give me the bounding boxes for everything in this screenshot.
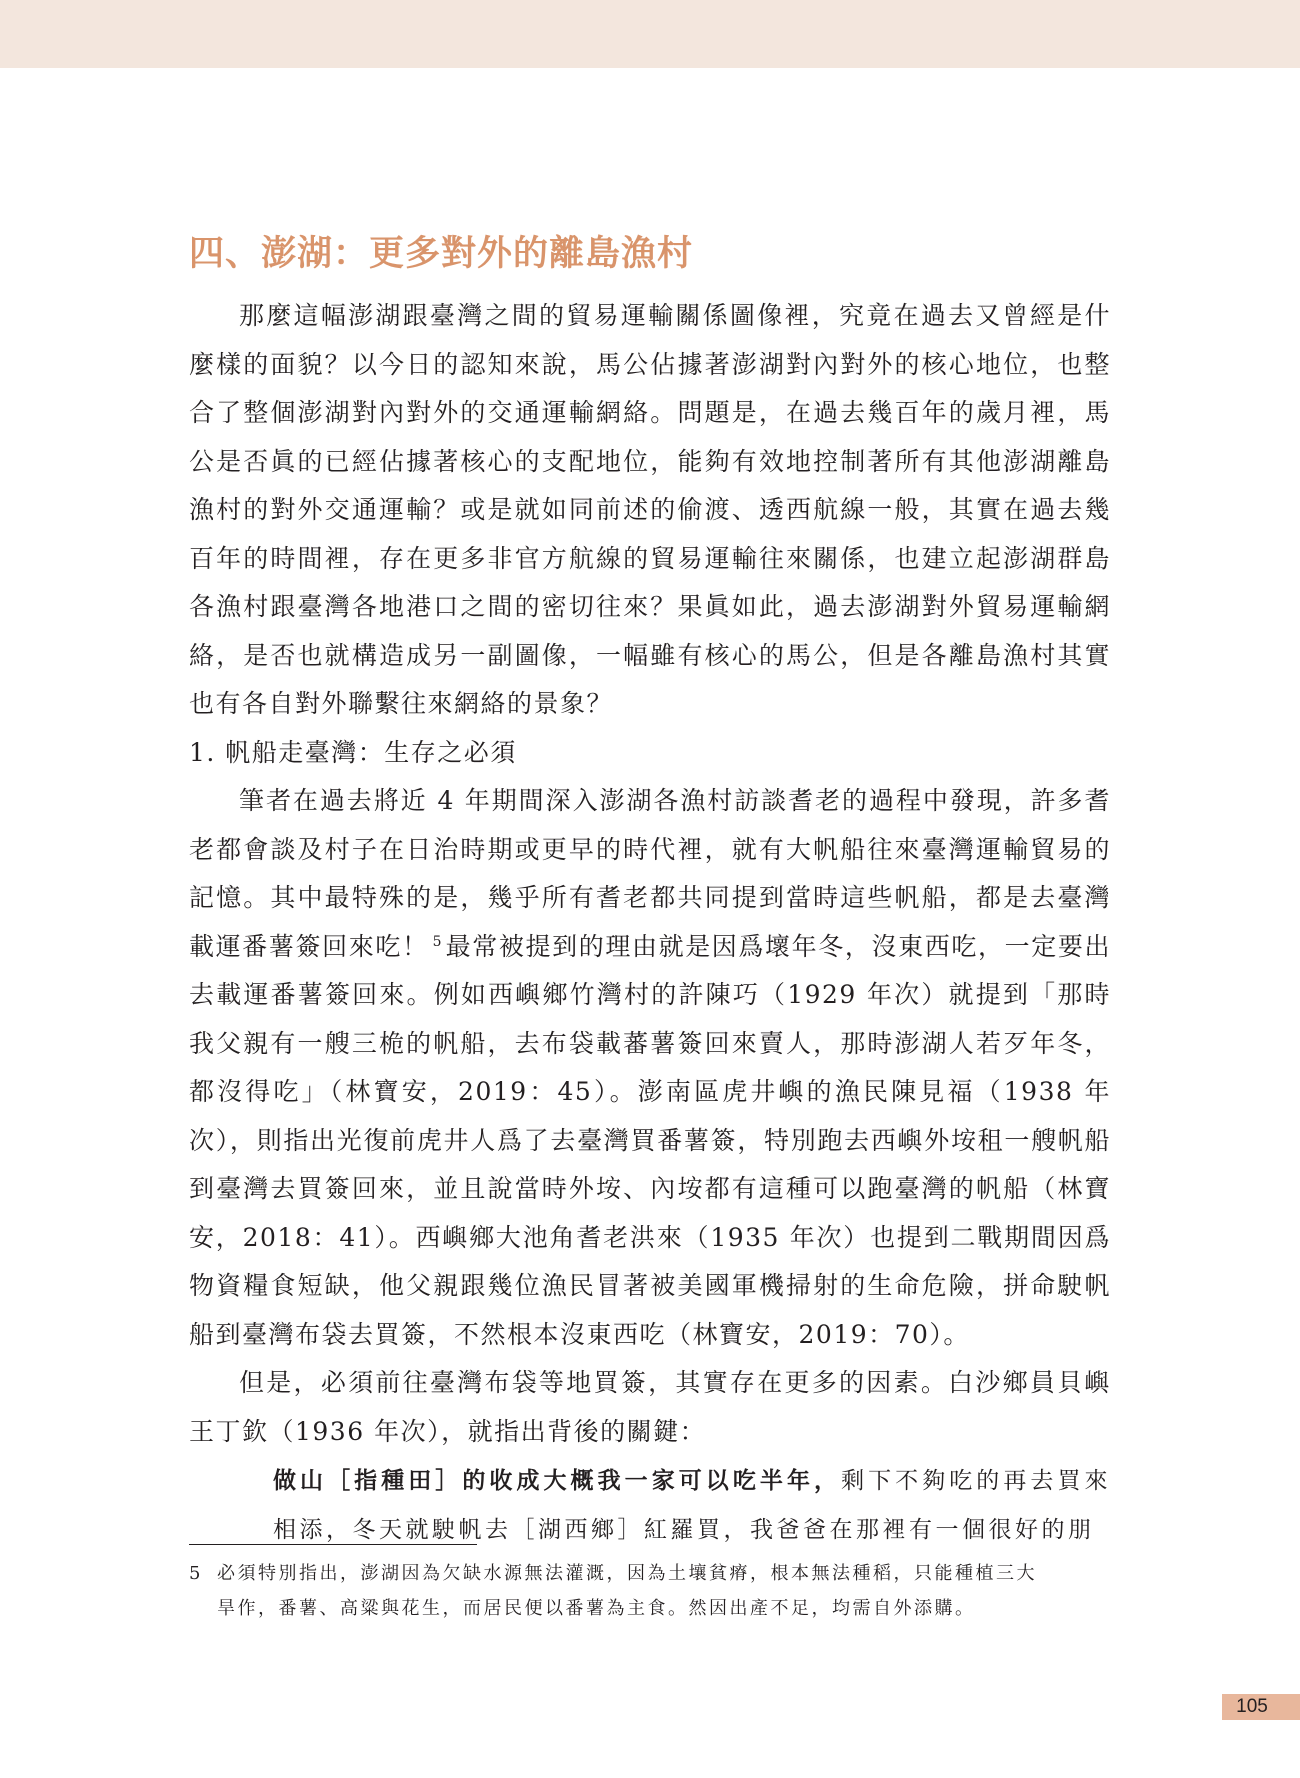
subheading: 1. 帆船走臺灣：生存之必須 [189, 737, 517, 767]
section-heading: 四、澎湖：更多對外的離島漁村 [189, 234, 694, 274]
top-decorative-band [0, 0, 1300, 68]
paragraph-3: 但是，必須前往臺灣布袋等地買簽，其實存在更多的因素。白沙鄉員貝嶼王丁欽（1936 年次），就指出背後的關鍵： [189, 1368, 1111, 1446]
page-body [189, 230, 1111, 1555]
footnote-line-2: 旱作，番薯、高粱與花生，而居民便以番薯為主食。然因出產不足，均需自外添購。 [217, 1598, 976, 1619]
block-quote-text: 剩下不夠吃的再去買來相添，冬天就駛帆去［湖西鄉］紅羅買，我爸爸在那裡有一個很好的朋 [273, 1468, 1112, 1543]
paragraph-1: 那麼這幅澎湖跟臺灣之間的貿易運輸關係圖像裡，究竟在過去又曾經是什麼樣的面貌？以今日的認知來說，馬公佔據著澎湖對內對外的核心地位，也整合了整個澎湖對內對外的交通運輸網絡。問題是，在過去幾百年的歲月裡，馬公是否眞的已經佔據著核心的支配地位，能夠有效地控制著所有其他澎湖離島漁村的對外交通運輸？或是就如同前述的偷渡、透西航線一般，其實在過去幾百年的時間裡，存在更多非官方航線的貿易運輸往來關係，也建立起澎湖群島各漁村跟臺灣各地港口之間的密切往來？果眞如此，過去澎湖對外貿易運輸網絡，是否也就構造成另一副圖像，一幅雖有核心的馬公，但是各離島漁村其實也有各自對外聯繫往來網絡的景象？ [189, 301, 1111, 718]
footnote [189, 1556, 1111, 1626]
paragraph-2-part-2: 最常被提到的理由就是因爲壞年冬，沒東西吃，一定要出去載運番薯簽回來。例如西嶼鄉竹灣村的許陳巧（1929 年次）就提到「那時我父親有一艘三桅的帆船，去布袋載蕃薯簽回來賣人，那時澎湖人若歹年冬，都沒得吃」（林寶安，2019：45）。澎南區虎井嶼的漁民陳見福（1938 年次），則指出光復前虎井人爲了去臺灣買番薯簽，特別跑去西嶼外垵租一艘帆船到臺灣去買簽回來，並且說當時外垵、內垵都有這種可以跑臺灣的帆船（林寶安，2018：41）。西嶼鄉大池角耆老洪來（1935 年次）也提到二戰期間因爲物資糧食短缺，他父親跟幾位漁民冒著被美國軍機掃射的生命危險，拼命駛帆船到臺灣布袋去買簽，不然根本沒東西吃（林寶安，2019：70）。 [189, 931, 1111, 1349]
footnote-reference[interactable]: 5 [432, 933, 442, 950]
block-quote [189, 1456, 1111, 1555]
page-number: 105 [1236, 1696, 1268, 1717]
paragraph-2 [189, 777, 1111, 1359]
footnote-line-1 [189, 1556, 1111, 1591]
footnote-text-1: 必須特別指出，澎湖因為欠缺水源無法灌溉，因為土壤貧瘠，根本無法種稻，只能種植三大 [217, 1563, 1037, 1584]
footnote-divider [189, 1544, 477, 1545]
paragraph-2-part-1: 筆者在過去將近 4 年期間深入澎湖各漁村訪談耆老的過程中發現，許多耆老都會談及村子在日治時期或更早的時代裡，就有大帆船往來臺灣運輸貿易的記憶。其中最特殊的是，幾乎所有耆老都共同提到當時這些帆船，都是去臺灣載運番薯簽回來吃！ [189, 786, 1111, 961]
footnote-number: 5 [189, 1563, 201, 1584]
block-quote-emphasis: 做山［指種田］的收成大概我一家可以吃半年， [273, 1467, 842, 1494]
